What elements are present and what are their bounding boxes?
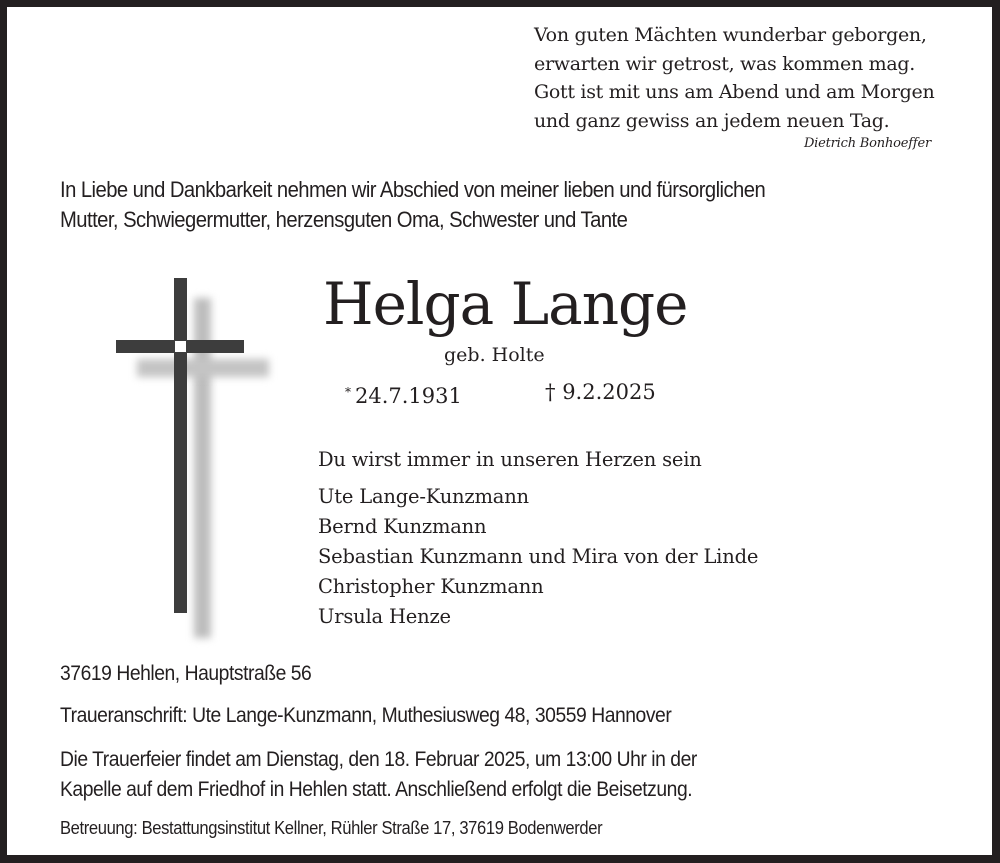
mourner-name: Bernd Kunzmann: [318, 515, 487, 538]
poem-quote: [534, 21, 934, 135]
birth-date: 24.7.1931: [355, 384, 462, 408]
maiden-name: geb. Holte: [444, 344, 545, 366]
cross-center-gap: [175, 341, 186, 352]
poem-line: und ganz gewiss an jedem neuen Tag.: [534, 109, 890, 132]
poem-line: erwarten wir getrost, was kommen mag.: [534, 52, 915, 75]
birth-date-line: [345, 378, 462, 410]
poem-line: Von guten Mächten wunderbar geborgen,: [534, 24, 927, 46]
residence-address: 37619 Hehlen, Hauptstraße 56: [60, 662, 312, 685]
intro-line: Mutter, Schwiegermutter, herzensguten Oma, Schwester und Tante: [60, 207, 628, 232]
ceremony-line: Die Trauerfeier findet am Dienstag, den 18. Februar 2025, um 13:00 Uhr in der: [60, 748, 697, 771]
mourner-name: Ursula Henze: [318, 605, 451, 628]
birth-star-icon: *: [345, 385, 351, 399]
mourner-name: Christopher Kunzmann: [318, 575, 544, 598]
death-cross-icon: †: [545, 380, 556, 404]
cross-icon: [103, 265, 283, 645]
ceremony-info: [60, 745, 697, 805]
death-date-line: [545, 378, 656, 406]
mourner-name: Sebastian Kunzmann und Mira von der Linde: [318, 545, 759, 568]
motto: Du wirst immer in unseren Herzen sein: [318, 448, 702, 471]
intro-line: In Liebe und Dankbarkeit nehmen wir Abschied von meiner lieben und fürsorglichen: [60, 177, 766, 202]
funeral-home-info: Betreuung: Bestattungsinstitut Kellner, Rühler Straße 17, 37619 Bodenwerder: [60, 818, 603, 838]
obituary-notice: [7, 7, 992, 855]
mourner-name: Ute Lange-Kunzmann: [318, 485, 529, 508]
poem-line: Gott ist mit uns am Abend und am Morgen: [534, 81, 935, 103]
cross-shadow-horizontal: [137, 359, 269, 377]
poem-author: Dietrich Bonhoeffer: [803, 136, 931, 151]
deceased-name: Helga Lange: [323, 270, 688, 338]
death-date: 9.2.2025: [562, 380, 656, 404]
intro-text: [60, 175, 765, 235]
mourning-address: Traueranschrift: Ute Lange-Kunzmann, Muthesiusweg 48, 30559 Hannover: [60, 704, 672, 727]
mourners-list: [318, 482, 758, 632]
ceremony-line: Kapelle auf dem Friedhof in Hehlen statt. Anschließend erfolgt die Beisetzung.: [60, 778, 693, 801]
cross-bar-vertical: [174, 278, 187, 613]
